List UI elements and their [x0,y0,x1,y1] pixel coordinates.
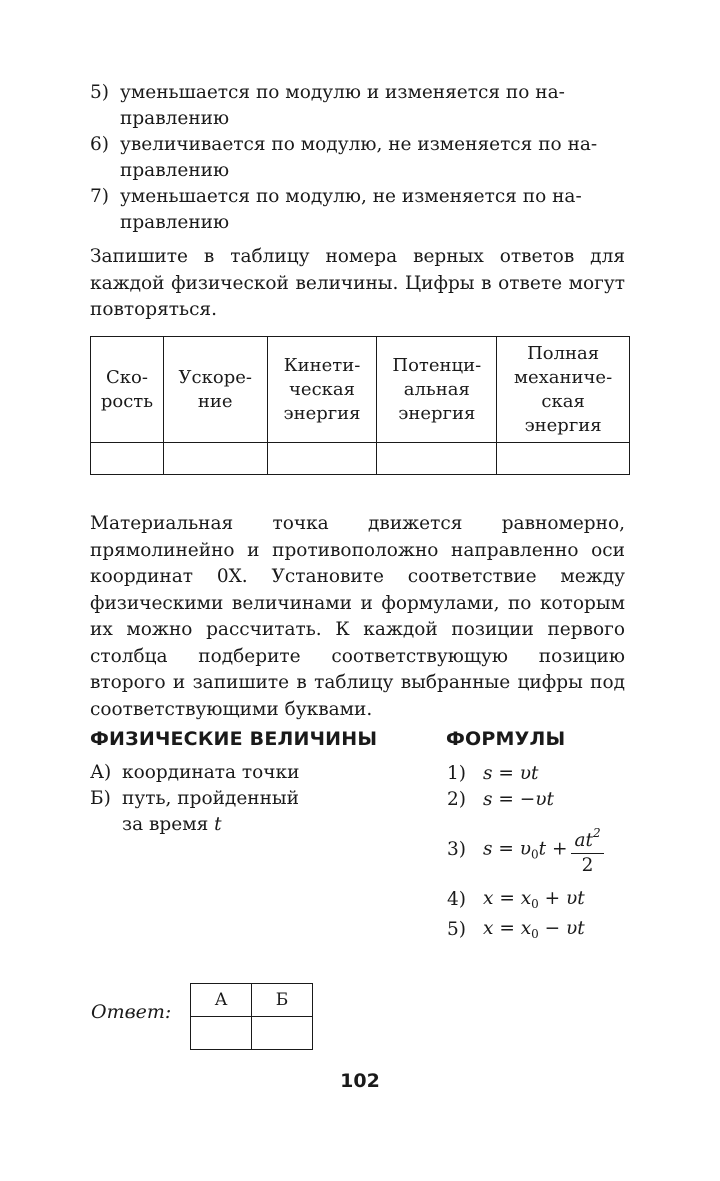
quantity-letter: Б) [90,788,111,809]
answer-cell[interactable] [497,443,630,475]
answer-column-a: А [191,984,252,1017]
formula-number: 5) [447,918,466,940]
formula-number: 3) [447,838,466,860]
header-cell-mechanical-energy: Полная механиче- ская энергия [497,337,630,443]
quantity-text: координата точки [122,762,300,783]
option-number: 7) [90,186,109,207]
quantity-item [90,760,420,786]
answer-cell[interactable] [163,443,267,475]
quantities-list [90,760,420,838]
formula-expression: $s = \upsilon_0t$ + $\frac{at^2}{2}$ [483,821,604,878]
formulas-list [447,760,647,942]
quantity-item [90,786,420,838]
answer-cell-b[interactable] [252,1017,313,1050]
formula-item [447,786,647,812]
answer-cell[interactable] [91,443,164,475]
quantity-text: путь, пройденный за время t [122,788,299,835]
formula-item [447,816,647,882]
answer-table-match [190,983,313,1050]
header-cell-kinetic-energy: Кинети- ческая энергия [267,337,377,443]
formula-item [447,760,647,786]
option-text: уменьшается по модулю и изменяется по на- правлению [120,82,565,129]
formula-number: 4) [447,888,466,910]
formula-item [447,886,647,912]
page-number: 102 [340,1070,380,1092]
option-number: 5) [90,82,109,103]
formula-number: 2) [447,788,466,810]
quantity-letter: А) [90,762,112,783]
instruction-paragraph: Запишите в таблицу номера верных ответов для каждой физической величины. Цифры в ответе могут повторяться. [90,246,625,320]
formula-item [447,916,647,942]
header-cell-acceleration: Ускоре- ние [163,337,267,443]
formula-expression: s = υt [483,762,539,784]
answer-options-list [90,80,630,236]
answer-table-quantities [90,336,630,475]
header-cell-potential-energy: Потенци- альная энергия [377,337,497,443]
option-item [90,132,630,184]
fraction: $\frac{at^2}{2}$ [571,821,603,878]
answer-cell[interactable] [377,443,497,475]
answer-column-b: Б [252,984,313,1017]
option-item [90,80,630,132]
formula-number: 1) [447,762,466,784]
formula-expression: $x = x_0 + \upsilon t$ [483,887,585,911]
option-text: увеличивается по модулю, не изменяется по на- правлению [120,134,598,181]
quantities-heading: ФИЗИЧЕСКИЕ ВЕЛИЧИНЫ [90,728,378,750]
option-item [90,184,630,236]
formula-expression: s = −υt [483,788,554,810]
formula-expression: $x = x_0 - \upsilon t$ [483,917,585,941]
problem-paragraph: Материальная точка движется равномерно, прямолинейно и противоположно направленно оси координат 0X. Установите соответствие между физическими величинами и формулами, по которым их можно рассчитать. К каждой позиции первого столбца подберите соответствующую позицию второго и запишите в таблицу выбранные цифры под соответствующими буквами. [90,513,625,720]
answer-cell-a[interactable] [191,1017,252,1050]
option-number: 6) [90,134,109,155]
answer-cell[interactable] [267,443,377,475]
answer-label: Ответ: [91,1001,172,1023]
option-text: уменьшается по модулю, не изменяется по на- правлению [120,186,582,233]
formulas-heading: ФОРМУЛЫ [446,728,566,750]
header-cell-velocity: Ско- рость [91,337,164,443]
